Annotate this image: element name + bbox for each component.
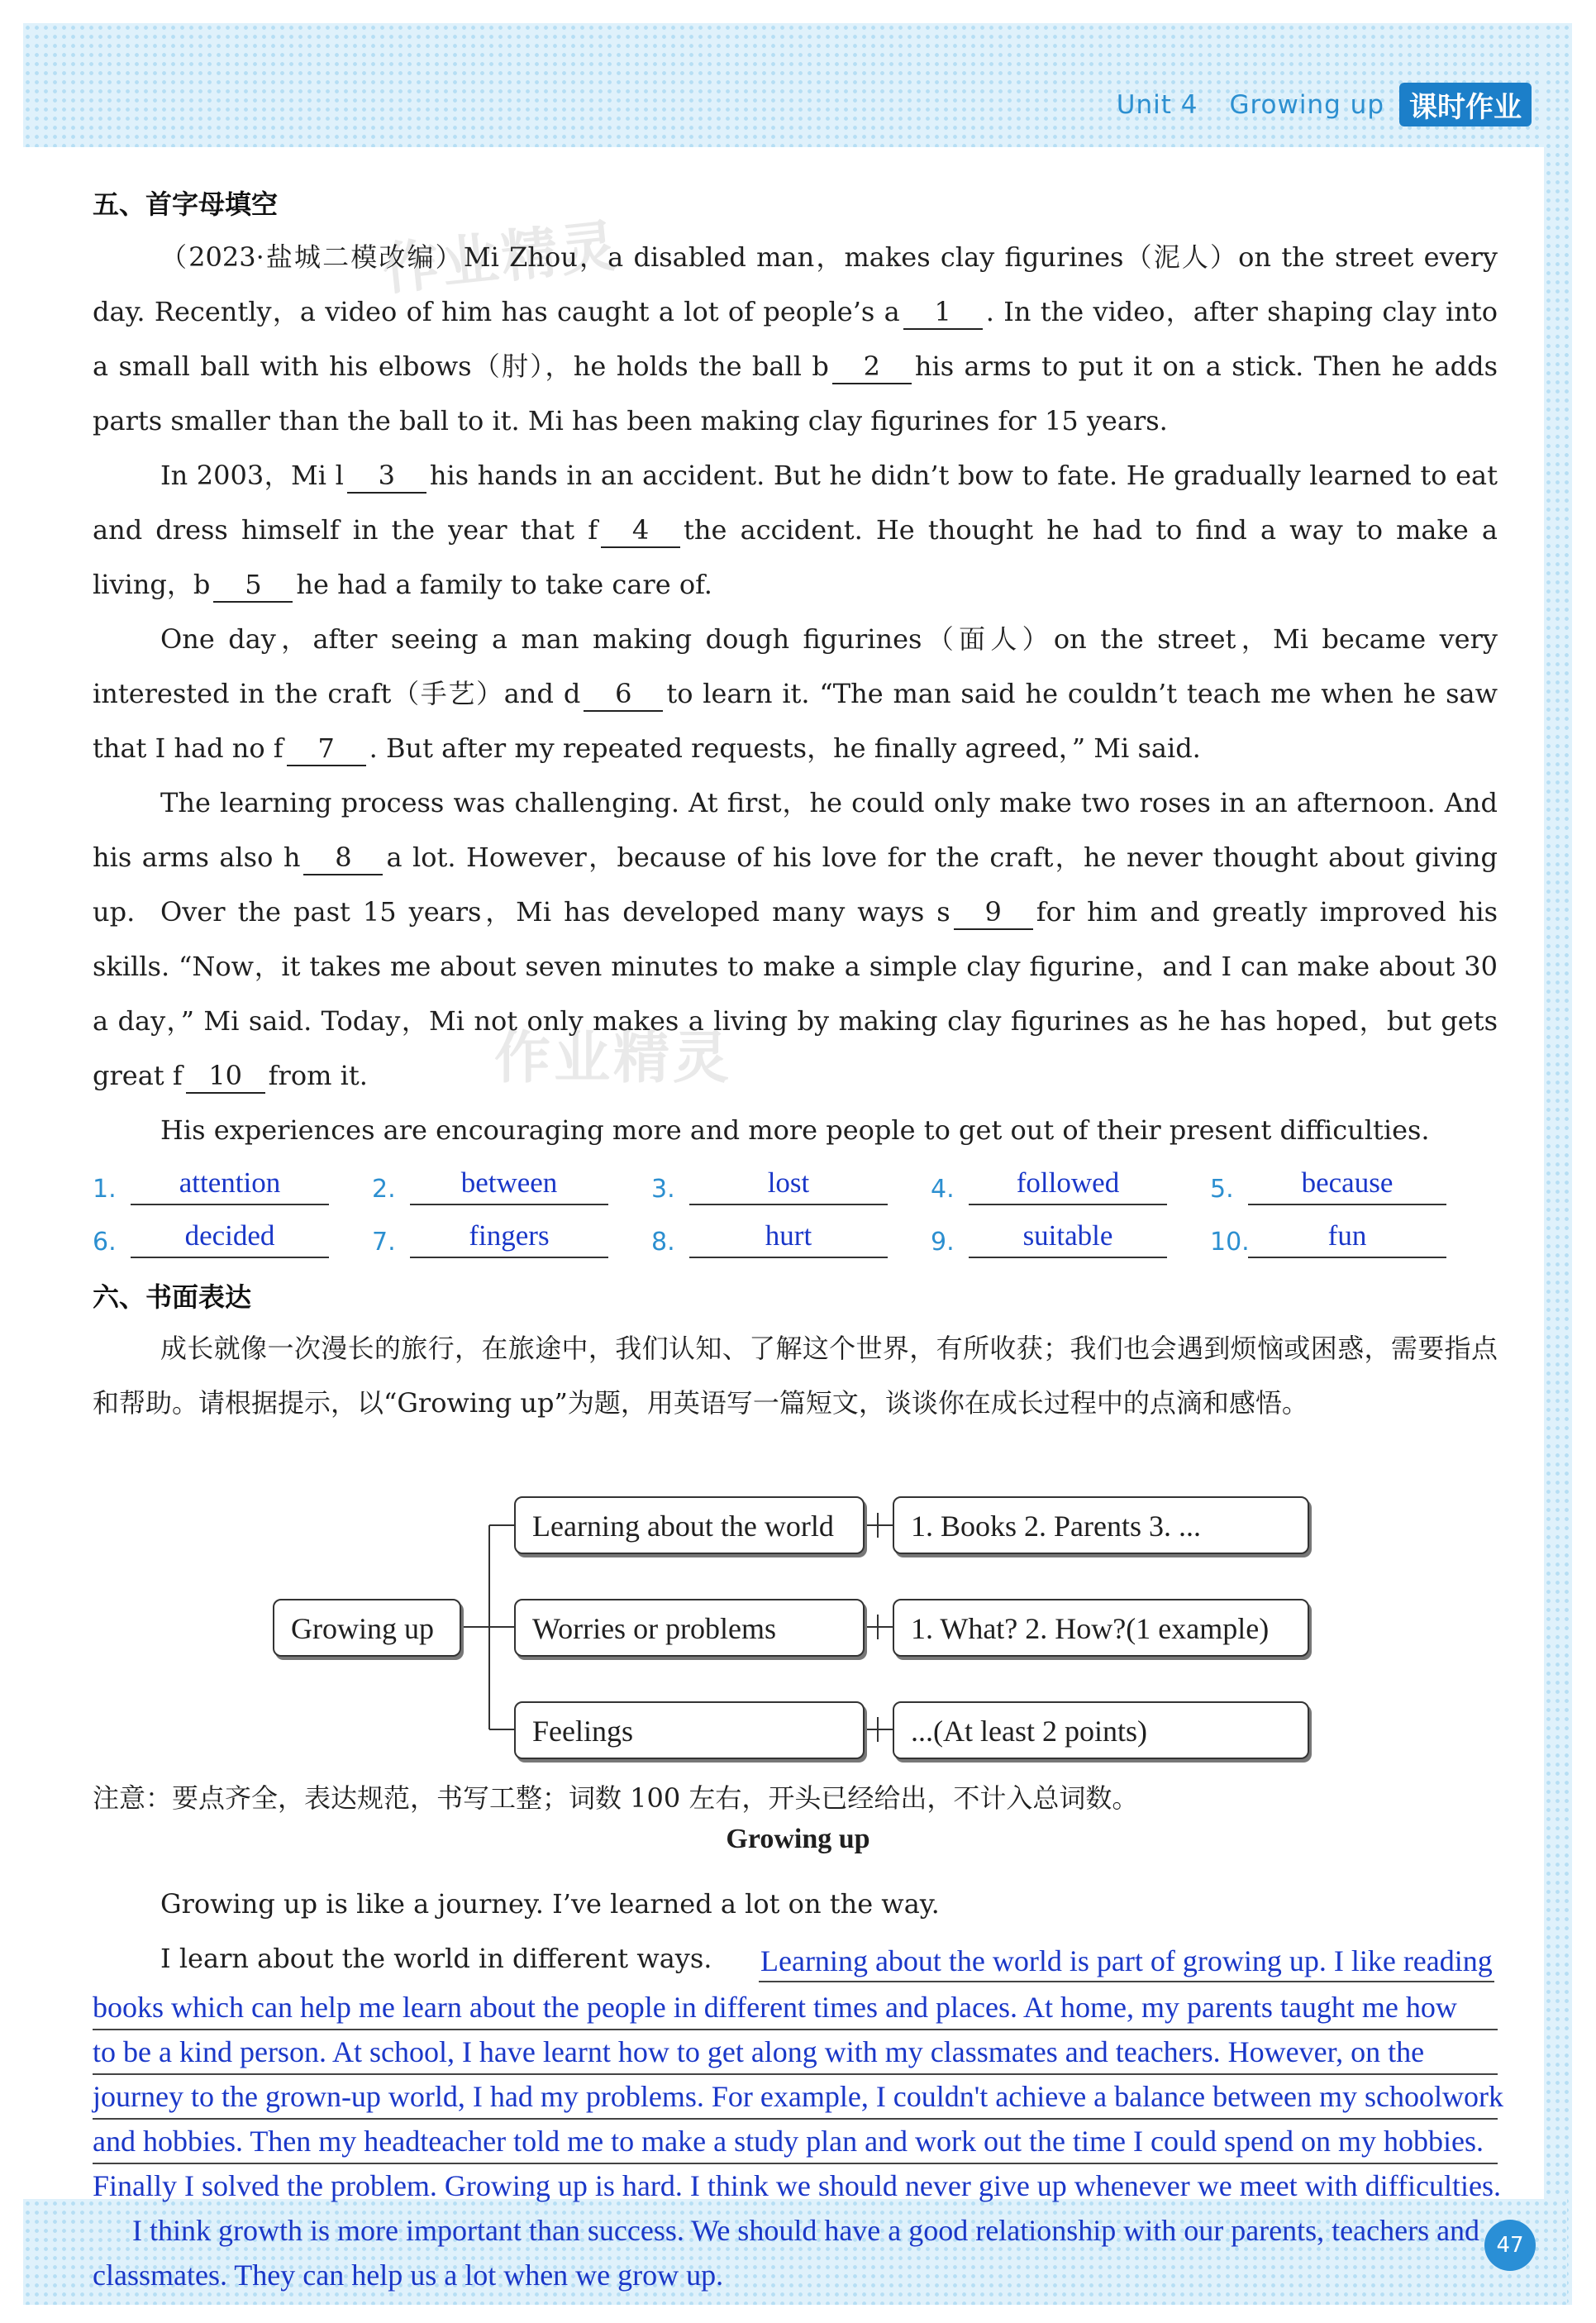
blank-4: 4 [601, 513, 680, 548]
answer-item: 7. fingers [372, 1210, 645, 1258]
writing-line [93, 2163, 1498, 2164]
essay-handwriting-line[interactable]: Learning about the world is part of growing up. I like reading [760, 1944, 1493, 1977]
diagram-detail-learning: 1. Books 2. Parents 3. ... [893, 1496, 1309, 1554]
essay-handwriting-line[interactable]: classmates. They can help us a lot when we grow up. [93, 2259, 724, 2292]
answer-item: 5. because [1210, 1157, 1483, 1205]
header-unit: Unit 4 [1116, 89, 1198, 120]
section6-title: 六、书面表达 [93, 1281, 252, 1313]
blank-8: 8 [303, 841, 383, 875]
answer-item: 8. hurt [651, 1210, 924, 1258]
answer-item: 3. lost [651, 1157, 924, 1205]
diagram-branch-worries: Worries or problems [514, 1599, 865, 1657]
answer-item: 6. decided [93, 1210, 365, 1258]
essay-handwriting-line[interactable]: books which can help me learn about the people in different times and places. At home, my parents taught me how [93, 1991, 1457, 2024]
watermark: 作业精灵 [379, 213, 623, 303]
answer-field[interactable]: fun [1248, 1215, 1446, 1258]
answer-field[interactable]: attention [131, 1162, 329, 1205]
blank-2: 2 [832, 350, 912, 384]
writing-line [93, 2073, 1498, 2075]
header-title: Growing up [1229, 89, 1384, 120]
source-note: （2023·盐城二模改编） [160, 241, 464, 273]
diagram-root-box: Growing up [273, 1599, 461, 1657]
passage-paragraph-6: His experiences are encouraging more and more people to get out of their present difficulties. [160, 1114, 1430, 1146]
essay-handwriting-line[interactable]: and hobbies. Then my headteacher told me to make a study plan and work out the time I could spend on my hobbies. [93, 2125, 1484, 2158]
writing-line [93, 2118, 1498, 2120]
essay-opening-line: Growing up is like a journey. I’ve learned a lot on the way. [160, 1888, 940, 1920]
blank-6: 6 [584, 677, 663, 712]
watermark: 作业精灵 [494, 1026, 733, 1091]
blank-1: 1 [903, 295, 983, 330]
passage-paragraph-1: （2023·盐城二模改编）Mi Zhou，a disabled man，makes clay figurines（泥人）on the street every day. Recently，a video of him has caught a lot of people’s a 1 . In the video，after shaping clay into a small ball with his elbows（肘），he holds the ball b 2 his arms to put it on a stick. Then he adds parts smaller than the ball to it. Mi has been making clay figurines for 15 years. [93, 241, 1498, 436]
answer-item: 2. between [372, 1157, 645, 1205]
answer-item: 9. suitable [931, 1210, 1203, 1258]
passage-paragraph-4: The learning process was challenging. At first，he could only make two roses in an afternoon. And his arms also h 8 a lot. However，because of his love for the craft，he never thought about giving up. [93, 787, 1498, 928]
header-badge: 课时作业 [1399, 83, 1532, 126]
essay-title: Growing up [726, 1824, 870, 1854]
blank-10: 10 [186, 1059, 265, 1094]
essay-handwriting-line[interactable]: to be a kind person. At school, I have learnt how to get along with my classmates and teachers. However, on the [93, 2035, 1425, 2068]
essay-handwriting-line[interactable]: journey to the grown-up world, I had my problems. For example, I couldn't achieve a balance between my schoolwork [93, 2080, 1503, 2113]
section5-title: 五、首字母填空 [93, 188, 279, 220]
essay-handwriting-line[interactable]: Finally I solved the problem. Growing up is hard. I think we should never give up whenever we meet with difficulties. [93, 2169, 1501, 2202]
passage-paragraph-5: Over the past 15 years，Mi has developed many ways s 9 for him and greatly improved his skills. “Now，it takes me about seven minutes to make a simple clay figurine，and I can make about 30 a day，” Mi said. Today，Mi not only makes a living by making clay figurines as he has hoped，but gets great f 10 from it. [93, 885, 1498, 1103]
passage-paragraph-2: In 2003，Mi l 3 his hands in an accident. But he didn’t bow to fate. He gradually learned to eat and dress himself in the year that f 4 the accident. He thought he had to find a way to make a living，b 5 he had a family to take care of. [93, 448, 1498, 612]
answer-field[interactable]: decided [131, 1215, 329, 1258]
blank-5: 5 [213, 568, 293, 603]
essay-printed-start: I learn about the world in different ways. [160, 1943, 712, 1974]
answer-field[interactable]: hurt [689, 1215, 888, 1258]
answer-field[interactable]: followed [969, 1162, 1167, 1205]
diagram-detail-feelings: ...(At least 2 points) [893, 1701, 1309, 1759]
blank-9: 9 [954, 895, 1033, 930]
writing-note: 注意：要点齐全，表达规范，书写工整；词数 100 左右，开头已经给出，不计入总词数。 [93, 1782, 1139, 1814]
diagram-detail-worries: 1. What? 2. How?(1 example) [893, 1599, 1309, 1657]
passage-paragraph-3: One day，after seeing a man making dough figurines（面人）on the street，Mi became very interested in the craft（手艺）and d 6 to learn it. “The man said he couldn’t teach me when he saw that I had no f 7 . But after my repeated requests，he finally agreed，” Mi said. [93, 612, 1498, 775]
answer-field[interactable]: suitable [969, 1215, 1167, 1258]
blank-3: 3 [347, 459, 426, 494]
answer-item: 1. attention [93, 1157, 365, 1205]
answer-field[interactable]: lost [689, 1162, 888, 1205]
answer-field[interactable]: between [410, 1162, 608, 1205]
writing-line [93, 2029, 1498, 2030]
blank-7: 7 [287, 732, 366, 766]
diagram-branch-learning: Learning about the world [514, 1496, 865, 1554]
answer-item: 4. followed [931, 1157, 1203, 1205]
answer-item: 10. fun [1210, 1210, 1483, 1258]
page-number: 47 [1484, 2220, 1536, 2271]
answer-field[interactable]: because [1248, 1162, 1446, 1205]
diagram-branch-feelings: Feelings [514, 1701, 865, 1759]
writing-line [759, 1981, 1494, 1982]
essay-handwriting-line[interactable]: I think growth is more important than success. We should have a good relationship with our parents, teachers and [132, 2214, 1480, 2247]
answer-field[interactable]: fingers [410, 1215, 608, 1258]
writing-prompt: 成长就像一次漫长的旅行，在旅途中，我们认知、了解这个世界，有所收获；我们也会遇到烦恼或困惑，需要指点和帮助。请根据提示，以“Growing up”为题，用英语写一篇短文，谈谈你在成长过程中的点滴和感悟。 [93, 1333, 1498, 1419]
